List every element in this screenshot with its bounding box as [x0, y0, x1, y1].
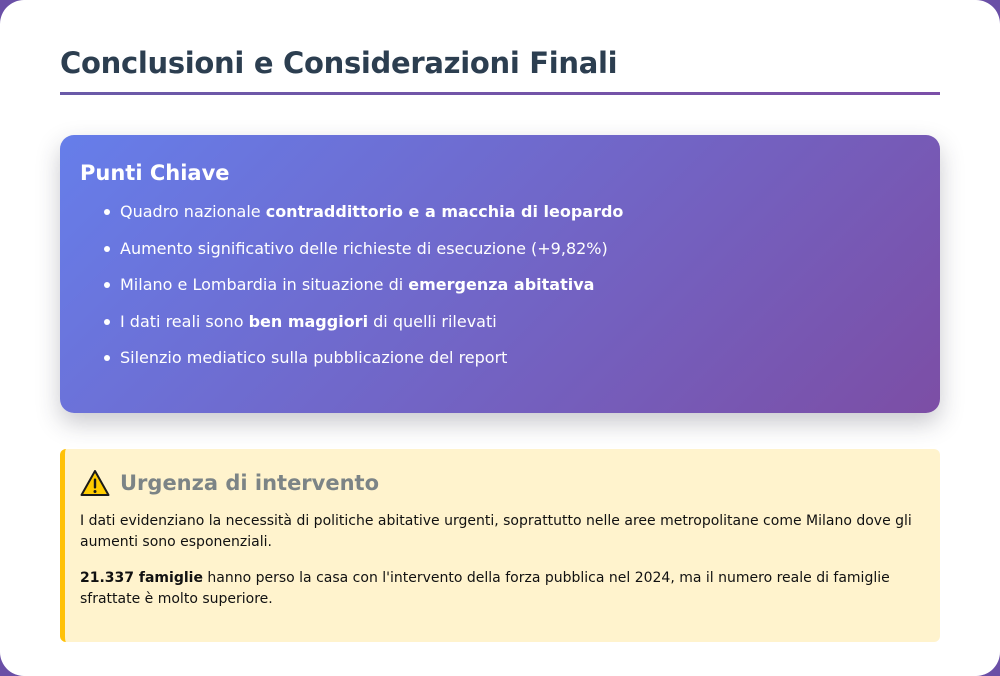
list-item-text: Milano e Lombardia in situazione di [120, 275, 409, 294]
urgency-box [60, 449, 940, 642]
bullet-icon [104, 282, 110, 288]
families-text: hanno perso la casa con l'intervento della forza pubblica nel 2024, ma il numero reale di famiglie sfrattate è molto superiore. [80, 570, 890, 607]
key-points-list [80, 201, 920, 369]
families-count: 21.337 famiglie [80, 570, 203, 586]
list-item [104, 311, 920, 333]
list-item [104, 201, 920, 223]
list-item-text: Silenzio mediatico sulla pubblicazione del report [120, 348, 508, 367]
warning-icon [80, 469, 110, 497]
title-divider [60, 92, 940, 95]
list-item-text: I dati reali sono [120, 311, 249, 331]
list-item-text: Quadro nazionale [120, 202, 266, 221]
list-item [104, 238, 920, 260]
list-item-emphasis: ben maggiori [248, 311, 369, 331]
key-points-box [60, 135, 940, 413]
list-item-text-end: di quelli rilevati [368, 311, 497, 331]
urgency-title: Urgenza di intervento [120, 471, 380, 495]
urgency-header [80, 467, 920, 499]
bullet-icon [104, 209, 110, 215]
list-item-emphasis: emergenza abitativa [408, 275, 595, 294]
list-item [104, 347, 920, 369]
list-item-emphasis: contraddittorio e a macchia di leopardo [265, 202, 624, 221]
bullet-icon [104, 246, 110, 252]
page-title: Conclusioni e Considerazioni Finali [60, 46, 618, 80]
urgency-paragraph-families [80, 568, 920, 610]
list-item [104, 274, 920, 296]
key-points-title: Punti Chiave [80, 161, 230, 185]
urgency-paragraph: I dati evidenziano la necessità di politiche abitative urgenti, soprattutto nelle aree metropolitane come Milano dove gli aumenti sono esponenziali. [80, 513, 912, 550]
bullet-icon [104, 319, 110, 325]
bullet-icon [104, 355, 110, 361]
list-item-text: Aumento significativo delle richieste di esecuzione (+9,82%) [120, 238, 608, 258]
